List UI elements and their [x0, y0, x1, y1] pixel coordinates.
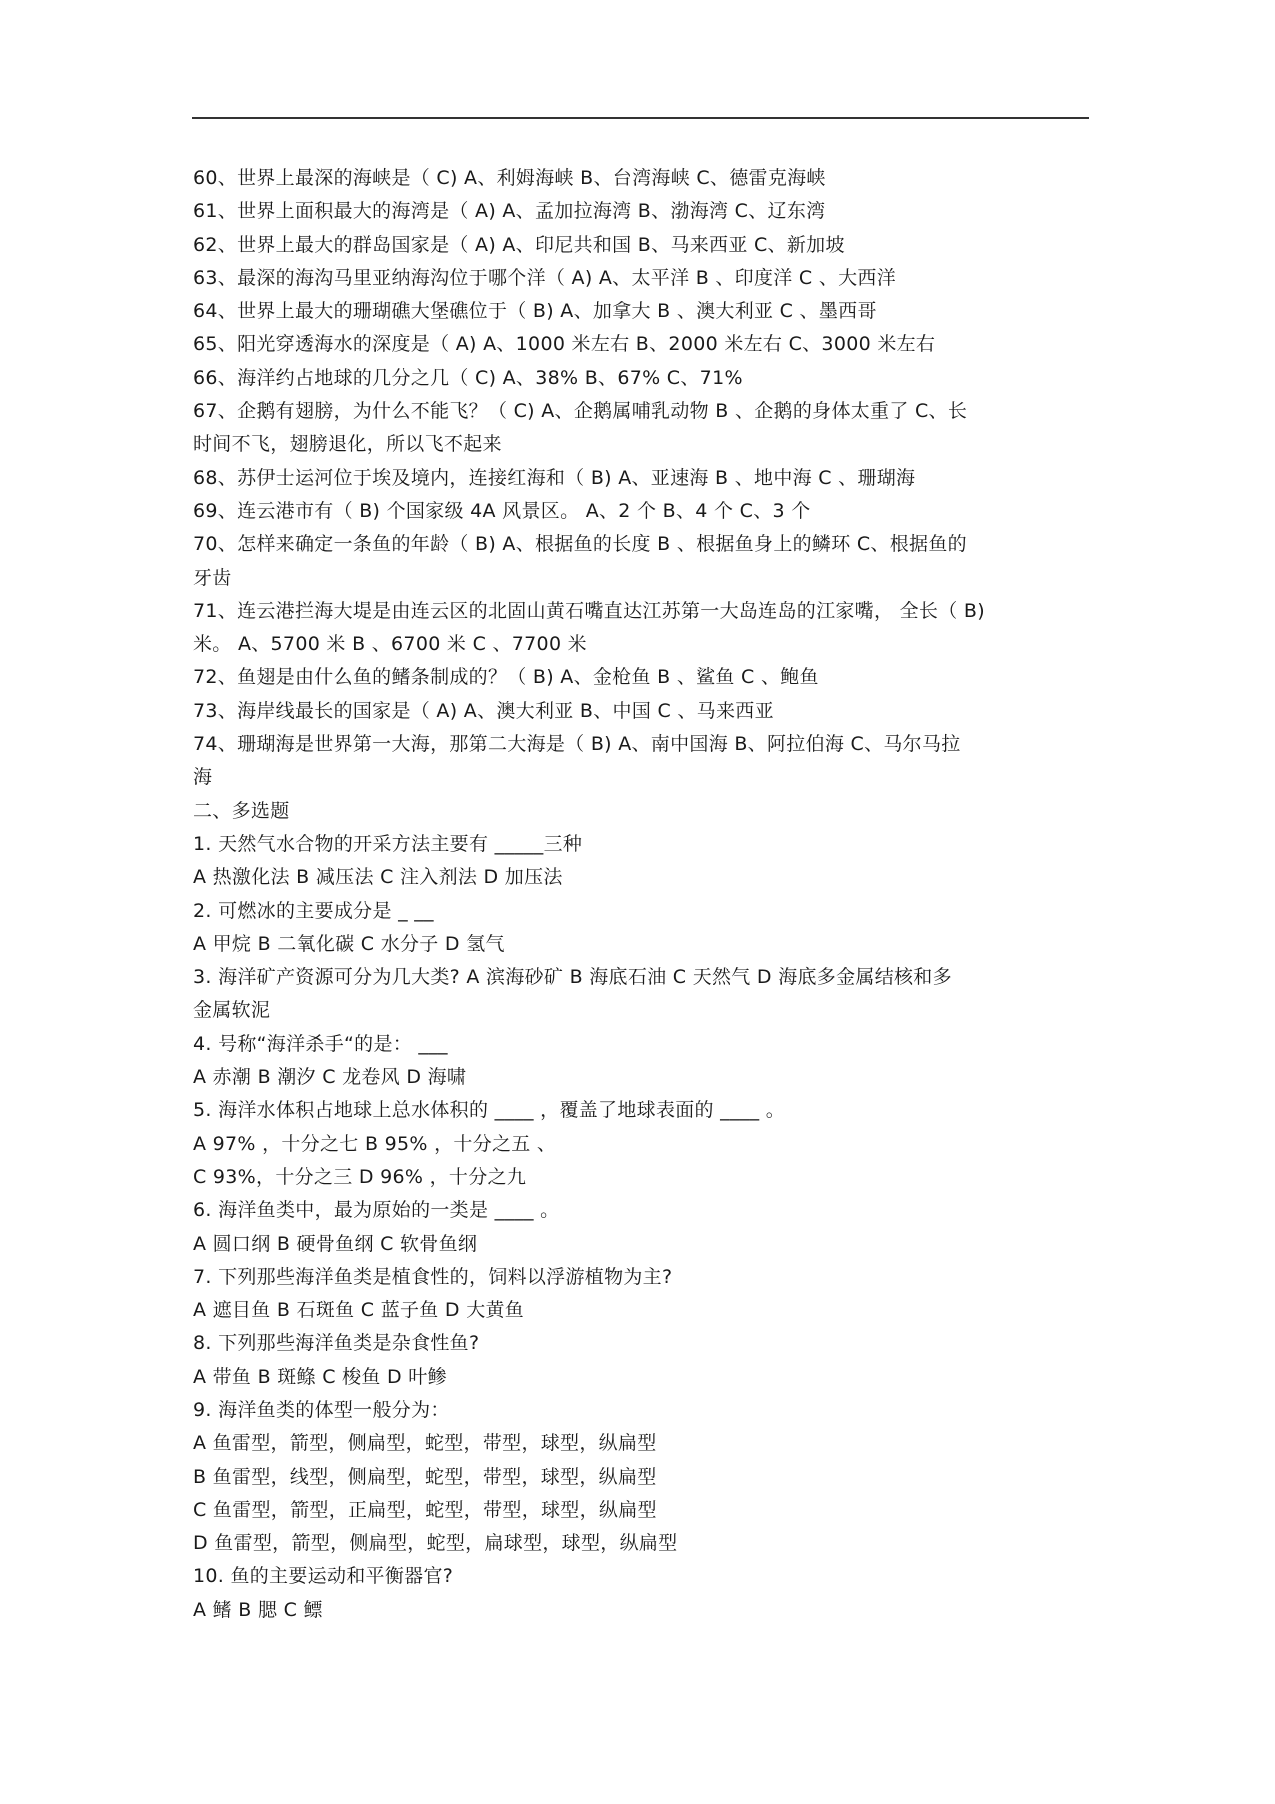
mc-question-9-option-c: C 鱼雷型，箭型，正扁型，蛇型，带型，球型，纵扁型: [193, 1498, 657, 1521]
header-rule: [192, 117, 1089, 119]
mc-question-4-options: A 赤潮 B 潮汐 C 龙卷风 D 海啸: [193, 1066, 467, 1089]
mc-question-2-options: A 甲烷 B 二氧化碳 C 水分子 D 氢气: [193, 932, 505, 955]
mc-question-4: 4. 号称“海洋杀手“的是： ___: [193, 1032, 448, 1055]
question-74-continued: 海: [193, 766, 213, 789]
question-74: 74、珊瑚海是世界第一大海，那第二大海是（ B) A、南中国海 B、阿拉伯海 C、马尔马拉: [193, 733, 961, 756]
mc-question-10: 10. 鱼的主要运动和平衡器官?: [193, 1565, 454, 1588]
mc-question-9: 9. 海洋鱼类的体型一般分为：: [193, 1398, 450, 1421]
mc-question-6: 6. 海洋鱼类中，最为原始的一类是 ____ 。: [193, 1199, 560, 1222]
section-heading-multiple-choice: 二、多选题: [193, 799, 290, 822]
mc-question-1-options: A 热激化法 B 减压法 C 注入剂法 D 加压法: [193, 866, 563, 889]
question-70-continued: 牙齿: [193, 566, 232, 589]
mc-question-9-option-a: A 鱼雷型，箭型，侧扁型，蛇型，带型，球型，纵扁型: [193, 1432, 657, 1455]
question-73: 73、海岸线最长的国家是（ A) A、澳大利亚 B、中国 C 、马来西亚: [193, 699, 774, 722]
mc-question-7: 7. 下列那些海洋鱼类是植食性的，饲料以浮游植物为主?: [193, 1265, 673, 1288]
question-67-continued: 时间不飞，翅膀退化，所以飞不起来: [193, 433, 502, 456]
question-67: 67、企鹅有翅膀，为什么不能飞？（ C) A、企鹅属哺乳动物 B 、企鹅的身体太重了 C、长: [193, 400, 968, 423]
question-68: 68、苏伊士运河位于埃及境内，连接红海和（ B) A、亚速海 B 、地中海 C 、珊瑚海: [193, 466, 916, 489]
question-62: 62、世界上最大的群岛国家是（ A) A、印尼共和国 B、马来西亚 C、新加坡: [193, 233, 845, 256]
question-72: 72、鱼翅是由什么鱼的鳍条制成的？（ B) A、金枪鱼 B 、鲨鱼 C 、鲍鱼: [193, 666, 819, 689]
question-60: 60、世界上最深的海峡是（ C) A、利姆海峡 B、台湾海峡 C、德雷克海峡: [193, 167, 826, 189]
mc-question-9-option-b: B 鱼雷型，线型，侧扁型，蛇型，带型，球型，纵扁型: [193, 1465, 657, 1488]
mc-question-3: 3. 海洋矿产资源可分为几大类? A 滨海砂矿 B 海底石油 C 天然气 D 海底多金属结核和多: [193, 966, 952, 989]
mc-question-7-options: A 遮目鱼 B 石斑鱼 C 蓝子鱼 D 大黄鱼: [193, 1299, 525, 1322]
mc-question-8-options: A 带鱼 B 斑鲦 C 梭鱼 D 叶鲹: [193, 1365, 447, 1388]
question-71: 71、连云港拦海大堤是由连云区的北固山黄石嘴直达江苏第一大岛连岛的江家嘴， 全长（ B): [193, 599, 985, 622]
mc-question-8: 8. 下列那些海洋鱼类是杂食性鱼?: [193, 1332, 480, 1355]
question-71-continued: 米。 A、5700 米 B 、6700 米 C 、7700 米: [193, 633, 587, 656]
mc-question-6-options: A 圆口纲 B 硬骨鱼纲 C 软骨鱼纲: [193, 1232, 478, 1255]
question-69: 69、连云港市有（ B) 个国家级 4A 风景区。 A、2 个 B、4 个 C、3 个: [193, 499, 811, 522]
mc-question-9-option-d: D 鱼雷型，箭型，侧扁型，蛇型，扁球型，球型，纵扁型: [193, 1532, 678, 1555]
mc-question-5: 5. 海洋水体积占地球上总水体积的 ____ ，覆盖了地球表面的 ____ 。: [193, 1099, 786, 1122]
question-66: 66、海洋约占地球的几分之几（ C) A、38% B、67% C、71%: [193, 366, 743, 389]
mc-question-5-options-cd: C 93%，十分之三 D 96% ，十分之九: [193, 1165, 527, 1188]
mc-question-5-options-ab: A 97% ，十分之七 B 95% ，十分之五 、: [193, 1132, 557, 1155]
question-65: 65、阳光穿透海水的深度是（ A) A、1000 米左右 B、2000 米左右 C、3000 米左右: [193, 333, 936, 356]
mc-question-1: 1. 天然气水合物的开采方法主要有 _____三种: [193, 832, 583, 855]
question-70: 70、怎样来确定一条鱼的年龄（ B) A、根据鱼的长度 B 、根据鱼身上的鳞环 C、根据鱼的: [193, 533, 967, 556]
question-64: 64、世界上最大的珊瑚礁大堡礁位于（ B) A、加拿大 B 、澳大利亚 C 、墨西哥: [193, 300, 877, 323]
question-63: 63、最深的海沟马里亚纳海沟位于哪个洋（ A) A、太平洋 B 、印度洋 C 、大西洋: [193, 266, 897, 289]
mc-question-2: 2. 可燃冰的主要成分是 _ __: [193, 899, 434, 922]
document-body: [193, 162, 1093, 1627]
mc-question-10-options: A 鳍 B 腮 C 鳔: [193, 1598, 323, 1621]
mc-question-3-continued: 金属软泥: [193, 999, 271, 1022]
question-61: 61、世界上面积最大的海湾是（ A) A、孟加拉海湾 B、渤海湾 C、辽东湾: [193, 200, 826, 223]
